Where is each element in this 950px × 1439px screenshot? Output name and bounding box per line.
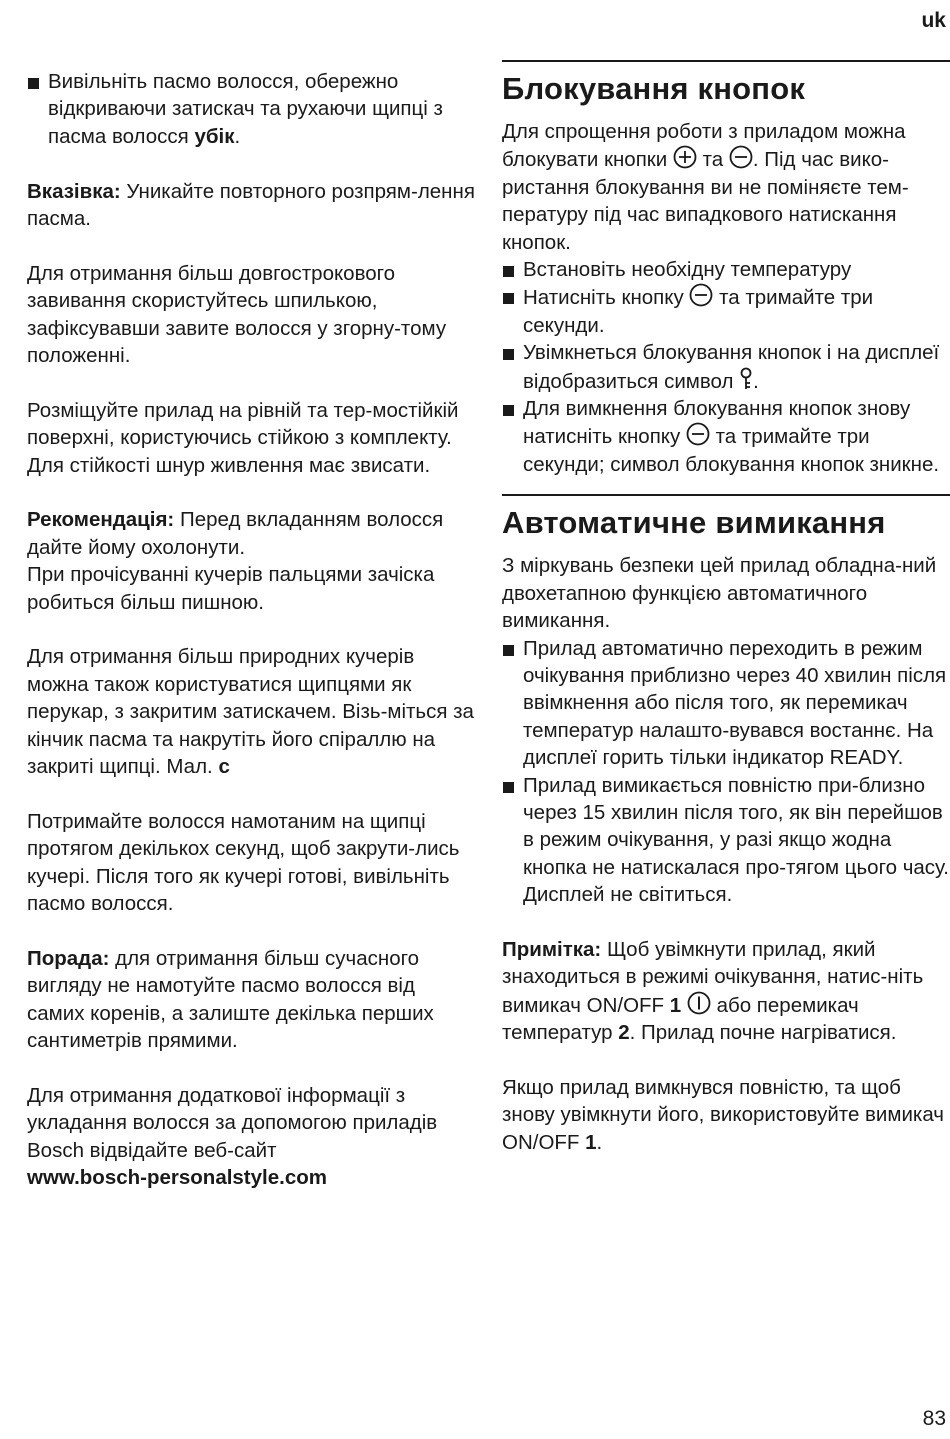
section-title: Автоматичне вимикання	[502, 505, 886, 541]
list-item: Для вимкнення блокування кнопок знову натисніть кнопку та тримайте три секунди; символ блокування кнопок зникне.	[502, 395, 950, 478]
paragraph: Для спрощення роботи з приладом можна блокувати кнопки та . Під час вико-ристання блокування ви не поміняєте тем-пературу під час випадкового натискання кнопок.	[502, 120, 909, 254]
paragraph: При прочісуванні кучерів пальцями зачіска робиться більш пишною.	[27, 563, 435, 614]
list-item: Прилад автоматично переходить в режим очікування приблизно через 40 хвилин після ввімкнення або після того, як перемикач температур налашто-вувався востаннє. На дисплеї горить тільки індикатор READY.	[502, 635, 950, 772]
paragraph: Для отримання більш довгострокового завивання скористуйтесь шпилькою, зафіксувавши завите волосся у згорну-тому положенні.	[27, 261, 447, 368]
note-paragraph: Примітка: Щоб увімкнути прилад, який знаходиться в режимі очікування, натис-ніть вимикач ON/OFF 1 або перемикач температур 2. Прилад почне нагріватися.	[502, 937, 924, 1045]
paragraph: З міркувань безпеки цей прилад обладна-ний двохетапною функцією автоматичного вимикання.	[502, 554, 937, 633]
language-code: uk	[921, 9, 946, 32]
section-auto-shutoff	[502, 494, 950, 1156]
paragraph: Для отримання додаткової інформації з укладання волосся за допомогою приладів Bosch відвідайте веб-сайт	[27, 1083, 438, 1162]
bullet-square-icon	[502, 283, 523, 339]
note-paragraph: Вказівка: Уникайте повторного розпрям-лення пасма.	[27, 179, 475, 231]
website-link[interactable]: www.bosch-personalstyle.com	[27, 1166, 327, 1190]
bullet-square-icon	[502, 339, 523, 395]
bullet-square-icon	[502, 395, 523, 478]
bullet-square-icon	[27, 68, 48, 150]
paragraph: Для отримання більш природних кучерів можна також користуватися щипцями як перукар, з закритим затискачем. Візь-міться за кінчик пасма та накрутіть його спіраллю на закриті щипці. Мал. c	[27, 645, 474, 779]
right-column	[502, 60, 950, 1156]
recommendation-paragraph: Рекомендація: Перед вкладанням волосся дайте йому охолонути.	[27, 508, 444, 559]
left-column	[27, 68, 477, 1192]
list-item: Встановіть необхідну температуру	[502, 256, 950, 283]
section-button-lock	[502, 60, 950, 478]
key-lock-icon	[739, 367, 753, 391]
minus-button-icon	[729, 145, 753, 169]
paragraph: Розміщуйте прилад на рівній та тер-мостійкій поверхні, користуючись стійкою з комплекту. Для стійкості шнур живлення має звисати.	[27, 398, 459, 477]
list-item: Натисніть кнопку та тримайте три секунди.	[502, 283, 950, 339]
bullet-square-icon	[502, 772, 523, 909]
list-item: Прилад вимикається повністю при-близно через 15 хвилин після того, як він перейшов в режим очікування, у разі якщо жодна кнопка не натискалася про-тягом цього часу. Дисплей не світиться.	[502, 772, 950, 909]
section-title: Блокування кнопок	[502, 71, 806, 106]
plus-button-icon	[673, 145, 697, 169]
page-number: 83	[922, 1407, 946, 1430]
bullet-square-icon	[502, 635, 523, 772]
list-item: Увімкнеться блокування кнопок і на дисплеї відобразиться символ .	[502, 339, 950, 395]
minus-button-icon	[689, 283, 713, 307]
tip-paragraph: Порада: для отримання більш сучасного вигляду не намотуйте пасмо волосся від самих коренів, а залиште декілька перших сантиметрів прямими.	[27, 946, 434, 1053]
minus-button-icon	[686, 422, 710, 446]
power-button-icon	[687, 991, 711, 1015]
paragraph: Потримайте волосся намотаним на щипці протягом декількох секунд, щоб закрути-лись кучері. Після того як кучері готові, вивільніть пасмо волосся.	[27, 809, 460, 916]
paragraph: Якщо прилад вимкнувся повністю, та щоб знову увімкнути його, використовуйте вимикач ON/OFF 1.	[502, 1075, 944, 1154]
bullet-square-icon	[502, 256, 523, 283]
list-item: Вивільніть пасмо волосся, обережно відкриваючи затискач та рухаючи щипці з пасма волосся убік.	[27, 68, 477, 150]
